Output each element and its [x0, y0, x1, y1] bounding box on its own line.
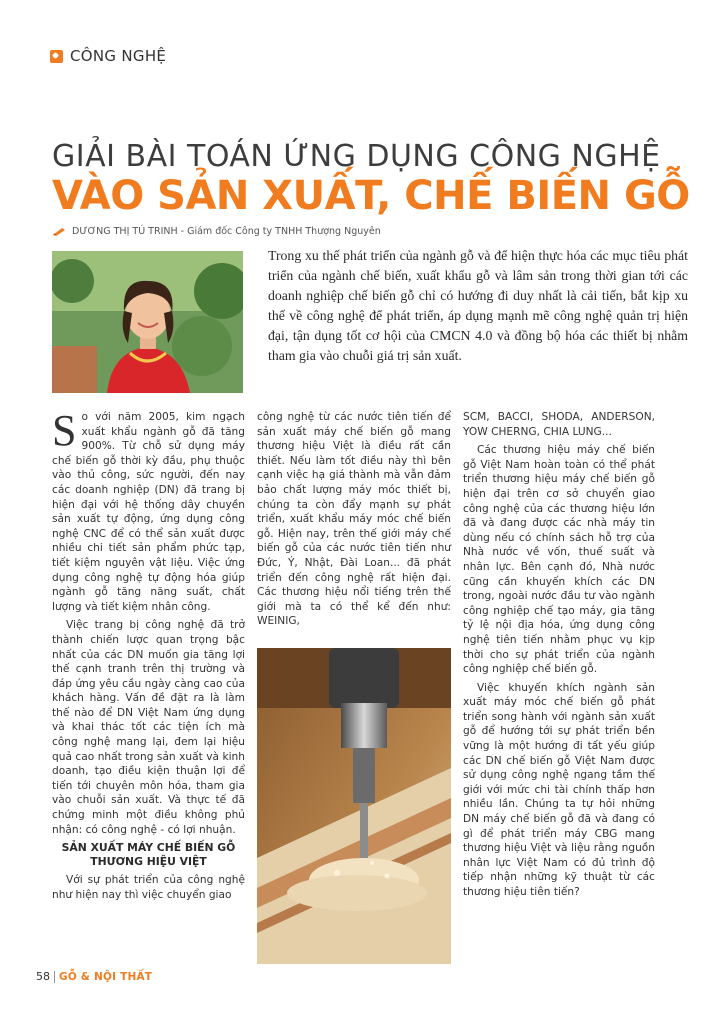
paragraph: Với sự phát triển của công nghệ như hiện nay thì việc chuyển giao — [52, 874, 245, 901]
paragraph: Việc trang bị công nghệ đã trở thành chiến lược quan trọng bậc nhất của các DN muốn gia tăng lợi thế cạnh tranh trên thị trường và đáp ứng yêu cầu ngày càng cao của khách hàng. Vấn đề đặt ra là làm thế nào để DN Việt Nam ứng dụng và khai thác tốt các tiện ích mà công nghệ mang lại, đem lại hiệu quả cao nhất trong sản xuất và kinh doanh, tạo điều kiện thuận lợi để tiến tới chuyên môn hóa, tham gia vào chuỗi sản xuất. Và thực tế đã chứng minh một điều không phủ nhận: có công nghệ - có lợi nhuận. — [52, 619, 245, 836]
section-header — [50, 47, 166, 65]
section-tab-icon — [50, 50, 63, 63]
paragraph: Các thương hiệu máy chế biến gỗ Việt Nam hoàn toàn có thể phát triển thương hiệu máy chế biến gỗ hiện đại trên cơ sở chuyển giao công nghệ của các thương hiệu lớn đã và đang được các nhà máy tin dùng nếu có chính sách hỗ trợ của Nhà nước về vốn, thuế suất và nhân lực. Bên cạnh đó, Nhà nước cũng cần khuyến khích các DN trong, ngoài nước đầu tư vào ngành công nghiệp chế tạo máy, gia tăng tỷ lệ nội địa hóa, ứng dụng công nghệ tiên tiến nhằm phục vụ kịp thời cho sự phát triển của ngành công nghiệp chế biến gỗ. — [463, 444, 655, 676]
cnc-machine-photo — [257, 648, 451, 964]
page-number: 58 — [36, 970, 50, 983]
paragraph: công nghệ từ các nước tiên tiến để sản xuất máy chế biến gỗ mang thương hiệu Việt là điều rất cần thiết. Nếu làm tốt điều này thì bên cạnh việc hạ giá thành mà vẫn đảm bảo chất lượng máy móc thiết bị, chúng ta còn đẩy mạnh sự phát triển, xuất khẩu máy móc chế biến gỗ. Hiện nay, trên thế giới máy chế biến gỗ của các nước tiên tiến như Đức, Ý, Nhật, Đài Loan... đã phát triển đến công nghệ rất hiện đại. Các thương hiệu nổi tiếng trên thế giới mà ta có thể kể đến như: WEINIG, — [257, 411, 451, 628]
byline — [52, 226, 381, 237]
paragraph: o với năm 2005, kim ngạch xuất khẩu ngành gỗ đã tăng 900%. Từ chỗ sử dụng máy chế biến gỗ thời kỳ đầu, phụ thuộc vào thủ công, sức người, đến nay các doanh nghiệp (DN) đã trang bị hiện đại với hệ thống dây chuyền sản xuất tự động, ứng dụng công nghệ CNC để có thể sản xuất được nhiều chi tiết sản phẩm phức tạp, tiết kiệm nguyên vật liệu. Việc ứng dụng công nghệ tự động hóa giúp ngành gỗ tăng năng suất, chất lượng và tiết kiệm nhân công. — [52, 411, 245, 613]
article-kicker: GIẢI BÀI TOÁN ỨNG DỤNG CÔNG NGHỆ — [52, 139, 661, 174]
footer-divider — [54, 971, 55, 983]
pen-icon — [52, 227, 66, 236]
article-lead: Trong xu thế phát triển của ngành gỗ và để hiện thực hóa các mục tiêu phát triển của ngành chế biến, xuất khẩu gỗ và lâm sản trong thời gian tới các doanh nghiệp chế biến gỗ chỉ có hướng đi duy nhất là cải tiến, bắt kịp xu thế về công nghệ để phát triển, áp dụng mạnh mẽ công nghệ quản trị hiện đại, tận dụng tốt cơ hội của CMCN 4.0 và đồng bộ hóa các thiết bị nhằm tham gia vào chuỗi giá trị sản xuất. — [268, 248, 688, 363]
body-column-2 — [257, 410, 451, 633]
author-portrait — [52, 251, 243, 393]
drop-cap: S — [52, 406, 77, 455]
article-headline: VÀO SẢN XUẤT, CHẾ BIẾN GỖ — [52, 173, 690, 219]
body-column-1 — [52, 406, 245, 906]
paragraph: Việc khuyến khích ngành sản xuất máy móc chế biến gỗ phát triển song hành với ngành sản xuất gỗ để hướng tới sự phát triển bền vững là một hướng đi tất yếu giúp các DN chế biến gỗ Việt Nam được sử dụng công nghệ ngang tầm thế giới với mức chi tài chính thấp hơn nhiều lần. Chúng ta tự hỏi những DN máy chế biến gỗ đã và đang có gì để phát triển máy CBG mang thương hiệu Việt và liệu rằng nguồn nhân lực Việt Nam có đủ trình độ tiếp nhận những kỹ thuật từ các thương hiệu tiên tiến? — [463, 681, 655, 898]
subheading: SẢN XUẤT MÁY CHẾ BIẾN GỖ THƯƠNG HIỆU VIỆT — [61, 841, 236, 869]
page-footer — [36, 970, 152, 983]
body-column-3 — [463, 410, 655, 904]
magazine-name: GỖ & NỘI THẤT — [59, 970, 153, 983]
author: DƯƠNG THỊ TÚ TRINH - Giám đốc Công ty TNHH Thượng Nguyên — [72, 226, 381, 237]
section-label: CÔNG NGHỆ — [70, 47, 167, 65]
paragraph: SCM, BACCI, SHODA, ANDERSON, YOW CHERNG, CHIA LUNG... — [463, 411, 655, 438]
